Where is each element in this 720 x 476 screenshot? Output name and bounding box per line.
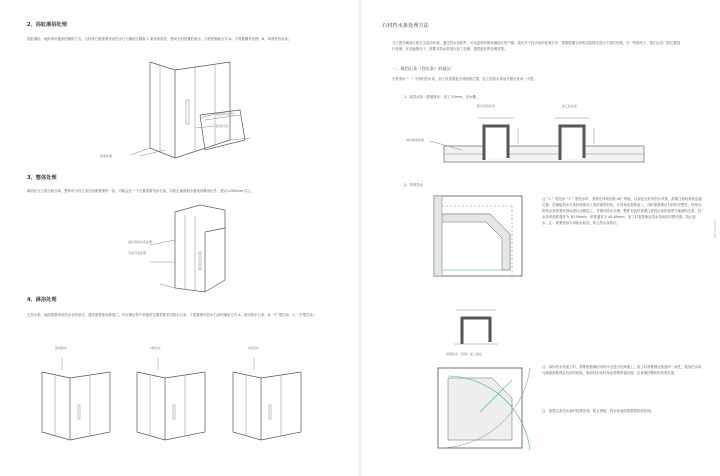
page-number-left: —: [175, 460, 178, 464]
fig1-left-label: 一般石材挡水条: [474, 104, 496, 108]
section-text-shower: 无挡水条，地面需要采用挡水石的形式，通常需要使用淋浴门，可以保证每个单独的位置需要采用挡水石条，不需要使用挡水石条的铺贴方式 A、使用挡水石条：B、“Γ”型挡水；C、“L”型挡水。: [27, 313, 317, 317]
right-note3: 注：需要注意挡水条的防滑处理，防止滑倒，挡水条表面需要做防滑处理。: [542, 409, 654, 413]
right-section1-text: 石材采用 “一” 字形的挡水条，加工时需要留出背面的位置，加工的挡水条形式建议采用一字型。: [392, 77, 537, 81]
callout-stone-strip: 挡水石条: [216, 124, 229, 128]
left-page: [0, 0, 358, 476]
label-straight: 直线挡水: [55, 346, 68, 350]
section-text-bathtub: 浴缸淋浴，地砖采用通常的铺贴方式，石材或石板需要采用挡水石与淋浴区隔离 1 厘米的高差，使用石材预置的流水，石材的铺贴方式 A、不需要额外处理，B、单面有挡水条。: [27, 37, 292, 41]
section-title-overall: 3、整体处理: [27, 175, 57, 181]
fig3-caption: 扇形挡水（异形）加工做法: [446, 352, 483, 356]
label-l: L型挡水: [248, 346, 259, 350]
right-note2: 注：扇形挡水条加工时，需要根据淋浴房的半径进行定制加工，加工时需要保证弧度的一致性，弧形挡水条与地面需要保证良好的衔接，弧形挡水条转角处需要拼接处理，注意保持整体的美观效果。: [542, 365, 702, 375]
right-item2: 2、异形挡水: [404, 183, 424, 187]
callout-screen-strip: 淋浴屏挡水条处理: [128, 240, 153, 244]
callout-no-strip: 无需石条处理: [128, 251, 147, 255]
fig1-right-label: 加工挡水条: [562, 104, 578, 108]
label-gamma: Γ型挡水: [150, 346, 161, 350]
fan-plan-drawing: [362, 0, 720, 476]
section-title-shower: 4、淋浴处理: [27, 297, 57, 303]
section-title-bathtub: 2、浴缸淋浴处理: [27, 22, 67, 28]
right-item1: 1、高挡水条（背面排水）加工 10mm，出水槽。: [404, 95, 480, 99]
callout-height-diff: 高差处理: [100, 154, 113, 158]
right-page: [362, 0, 720, 476]
side-running-text: 石材挡水条处理: [713, 220, 716, 239]
right-page-title: 石材挡水条处理方法: [382, 23, 429, 29]
section-text-overall: 淋浴区与卫浴空间分离，整体的小样卫浴空间需要保持一致，可能会在一个位置需要挡水石条，以防止地面积水蔓延到淋浴区外，建议<200mm 以上。: [27, 189, 255, 193]
callout-shower-screen: 淋浴屏与石材: [216, 112, 235, 116]
right-section1-title: 一、排挡石条（挡水条）的做法：: [392, 66, 455, 71]
right-note1: 注 “ L ” 型挡水 “ Γ ” 型挡水时，需要在转角处做 45° 拼接，以保证良好的挡水效果，需要注意转角的连接位置，在铺贴挡水石条时需要加工成所需的形状，在转角处需要加工，同时需要保证石材的完整性，转角处的挡水条需要在现场进行切割加工，并做好防水处理。整体安装时需要注意挡水条的高度与地面的关系，挡水条的高度通常为 30-50mm，宽度通常为 40-60mm，加工时需要保证挡水条表面平整光滑，防止积水。注：需要使用专用胶水粘结，防止挡水条移位。: [542, 197, 702, 225]
fig1-callout: 排水坡度处理: [406, 138, 425, 142]
right-intro: 为了提升淋浴区的卫生清洁环境，通过挡水条防护，可以更好的保持淋浴区的干燥，我们对于挡水条的处理方法，需要根据空间的实际情况进行不同的处理。在一些情况下，我们会在门的位置进行处理，在其他情况下，需要对挡水条进行加工处理，提供更好的处理效果。: [392, 41, 681, 51]
